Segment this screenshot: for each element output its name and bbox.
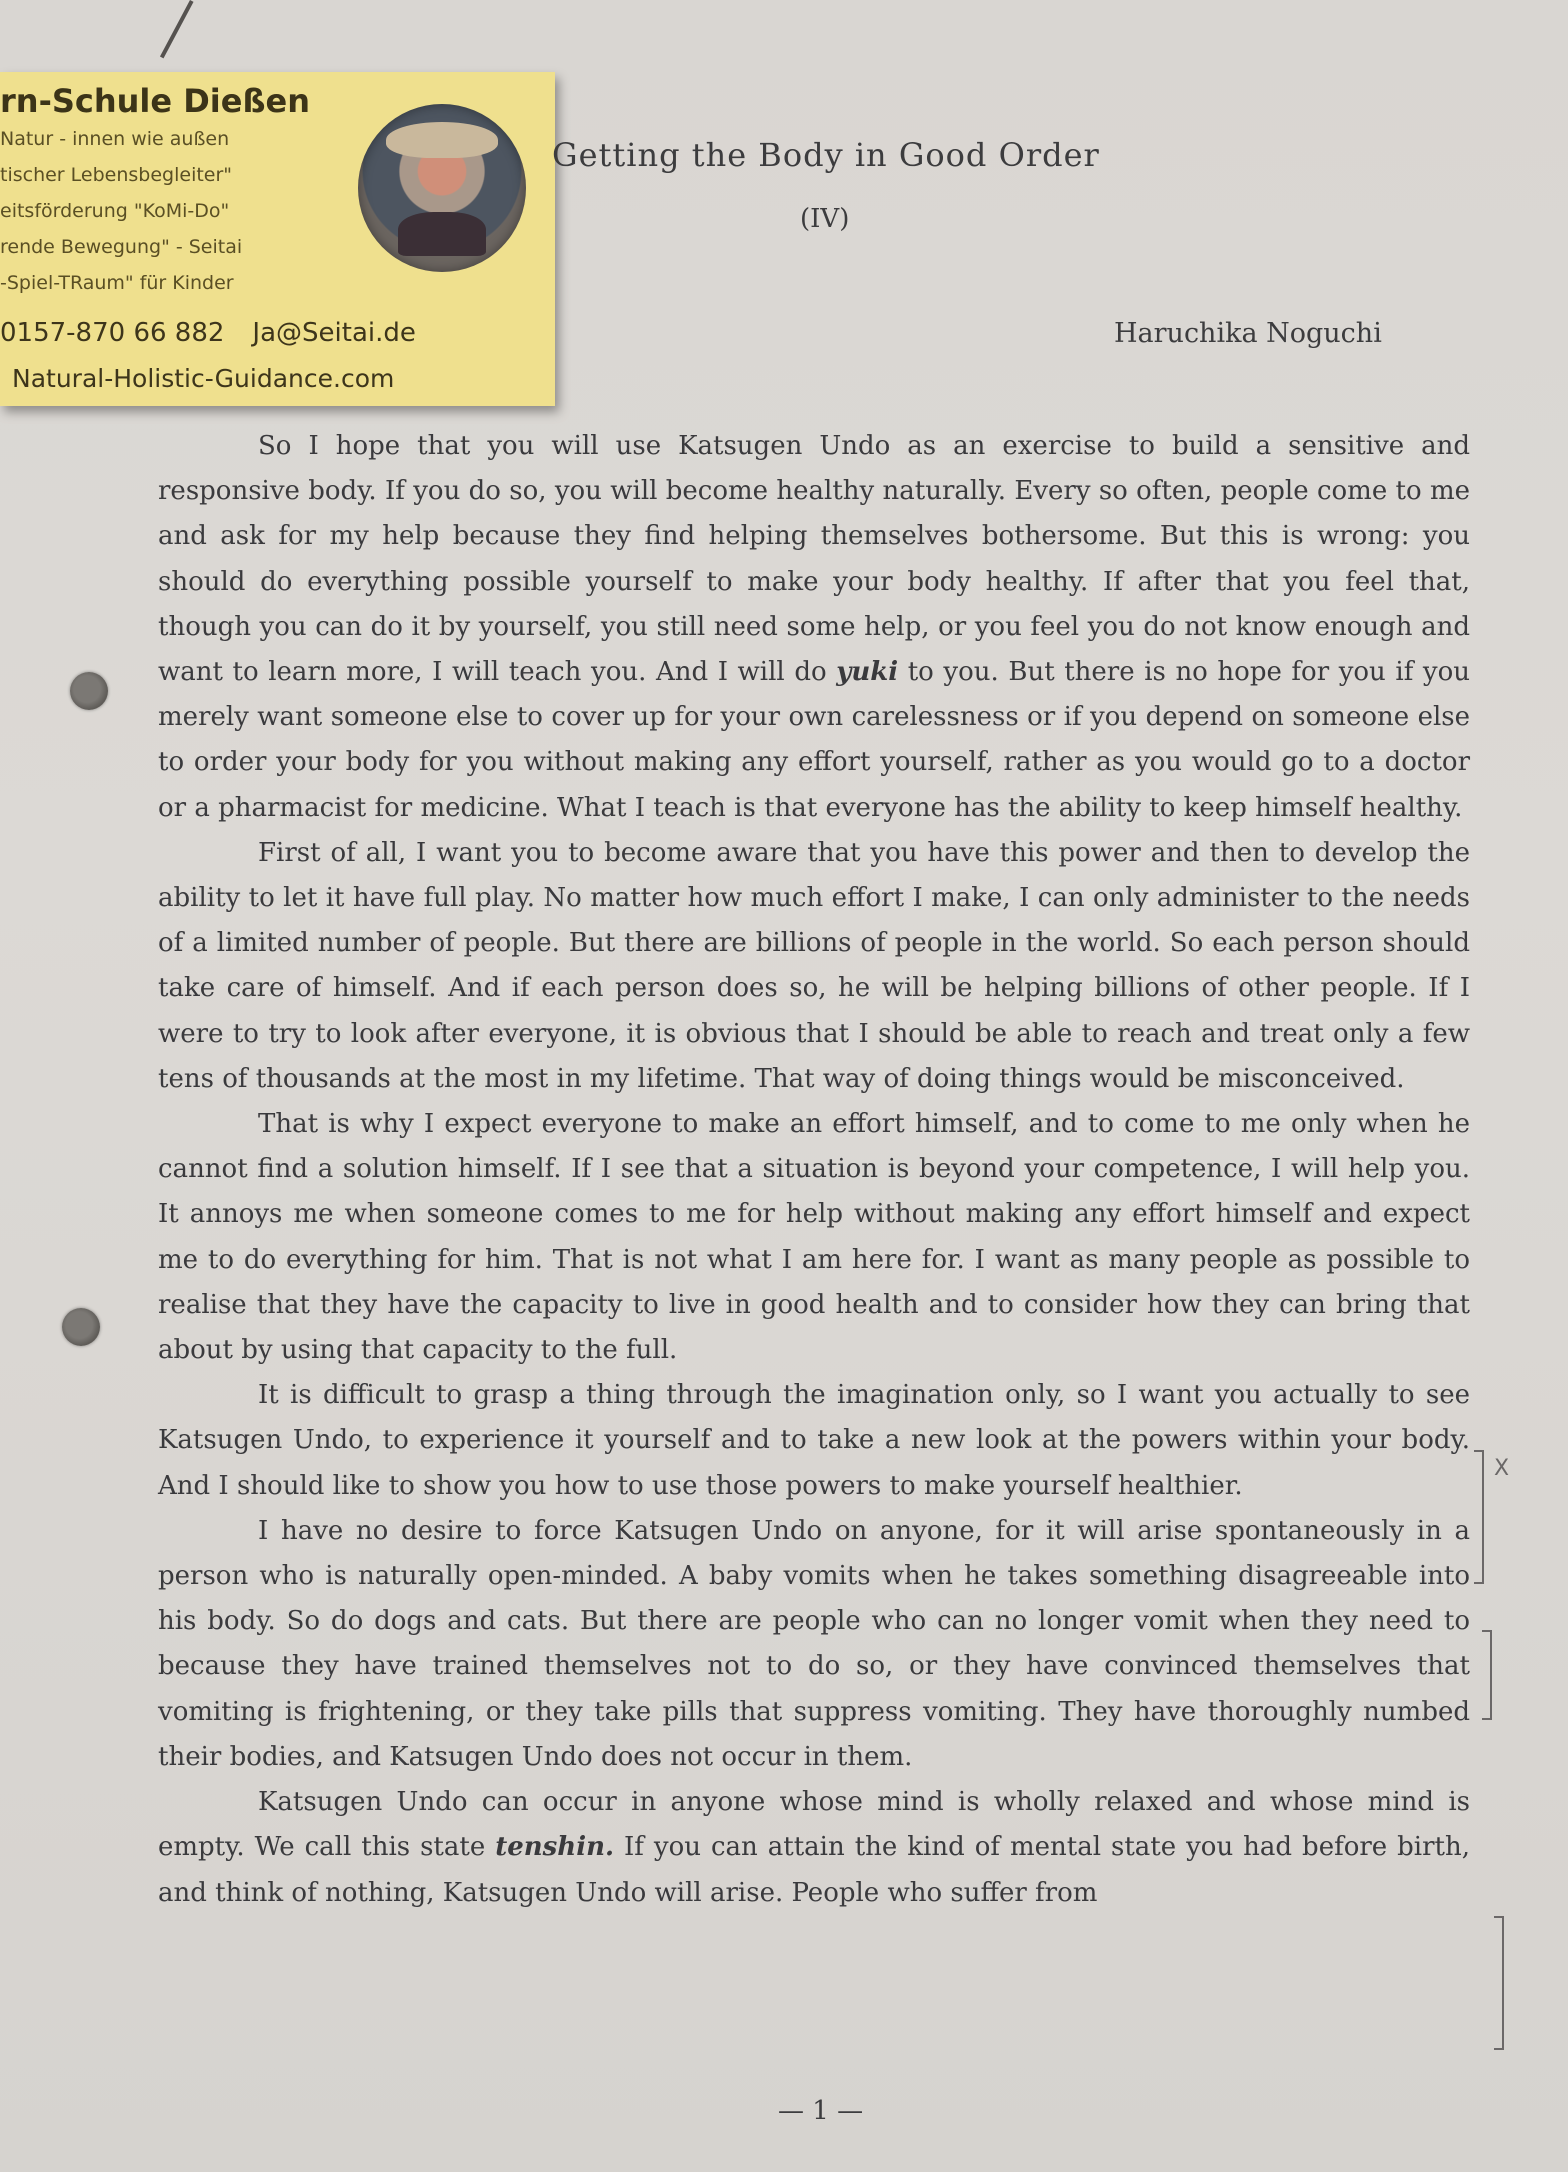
paragraph-text: If you can attain the kind of mental state you had before birth, and think of nothing, Katsugen Undo will arise. People who suffer from: [158, 1832, 1470, 1908]
pen-mark: [160, 0, 194, 58]
margin-bracket: [1482, 1630, 1492, 1720]
sticker-line: -Spiel-TRaum" für Kinder: [0, 272, 234, 294]
hat-shape: [386, 122, 498, 158]
sticker-contact: [0, 318, 416, 348]
paragraph-text: Katsugen Undo can occur in anyone whose mind is wholly relaxed and whose mind is empty. We call this state: [158, 1787, 1470, 1863]
portrait-photo: [358, 104, 526, 272]
part-number: (IV): [800, 204, 850, 234]
paragraph-text: to you. But there is no hope for you if you merely want someone else to cover up for your own carelessness or if you depend on someone else to order your body for you without making any effort yourself, rather as you would go to a doctor or a pharmacist for medicine. What I teach is that everyone has the ability to keep himself healthy.: [158, 657, 1470, 823]
italic-term: yuki: [836, 657, 899, 688]
business-card-sticker: [0, 72, 555, 406]
sticker-line: Natur - innen wie außen: [0, 128, 230, 150]
italic-term: tenshin.: [495, 1832, 615, 1863]
punch-hole: [62, 1308, 100, 1346]
scarf-shape: [398, 212, 486, 256]
sticker-phone: 0157-870 66 882: [0, 318, 225, 348]
paragraph: [158, 424, 1470, 831]
paragraph: I have no desire to force Katsugen Undo on anyone, for it will arise spontaneously in a person who is naturally open-minded. A baby vomits when he takes something disagreeable into his body. So do dogs and cats. But there are people who can no longer vomit when they need to because they have trained themselves not to do so, or they have convinced themselves that vomiting is frightening, or they take pills that suppress vomiting. They have thoroughly numbed their bodies, and Katsugen Undo does not occur in them.: [158, 1515, 1470, 1772]
author-name: Haruchika Noguchi: [1114, 318, 1382, 349]
paragraph: It is difficult to grasp a thing through the imagination only, so I want you actually to see Katsugen Undo, to experience it yourself and to take a new look at the powers within your body. And I should like to show you how to use those powers to make yourself healthier.: [158, 1380, 1470, 1501]
margin-bracket: [1474, 1450, 1484, 1584]
margin-mark: X: [1494, 1456, 1510, 1481]
margin-bracket: [1494, 1916, 1504, 2050]
sticker-school-name: rn-Schule Dießen: [0, 82, 310, 120]
page-number: — 1 —: [778, 2096, 864, 2126]
paragraph-text: So I hope that you will use Katsugen Undo as an exercise to build a sensitive and responsive body. If you do so, you will become healthy naturally. Every so often, people come to me and ask for my help because they find helping themselves bothersome. But this is wrong: you should do everything possible yourself to make your body healthy. If after that you feel that, though you can do it by yourself, you still need some help, or you feel you do not know enough and want to learn more, I will teach you. And I will do: [158, 431, 1470, 688]
sticker-email: Ja@Seitai.de: [252, 318, 416, 348]
sticker-line: tischer Lebensbegleiter": [0, 164, 233, 186]
page-title: Getting the Body in Good Order: [552, 136, 1100, 174]
sticker-line: eitsförderung "KoMi-Do": [0, 200, 230, 222]
paragraph: [158, 1780, 1470, 1916]
body-text: [158, 424, 1470, 1916]
punch-hole: [70, 672, 108, 710]
paragraph: First of all, I want you to become aware that you have this power and then to develop the ability to let it have full play. No matter how much effort I make, I can only administer to the needs of a limited number of people. But there are billions of people in the world. So each person should take care of himself. And if each person does so, he will be helping billions of other people. If I were to try to look after everyone, it is obvious that I should be able to reach and treat only a few tens of thousands at the most in my lifetime. That way of doing things would be misconceived.: [158, 837, 1470, 1094]
paragraph: That is why I expect everyone to make an effort himself, and to come to me only when he cannot find a solution himself. If I see that a situation is beyond your competence, I will help you. It annoys me when someone comes to me for help without making any effort himself and expect me to do everything for him. That is not what I am here for. I want as many people as possible to realise that they have the capacity to live in good health and to consider how they can bring that about by using that capacity to the full.: [158, 1109, 1470, 1366]
sticker-website: Natural-Holistic-Guidance.com: [12, 364, 395, 393]
sticker-line: rende Bewegung" - Seitai: [0, 236, 243, 258]
